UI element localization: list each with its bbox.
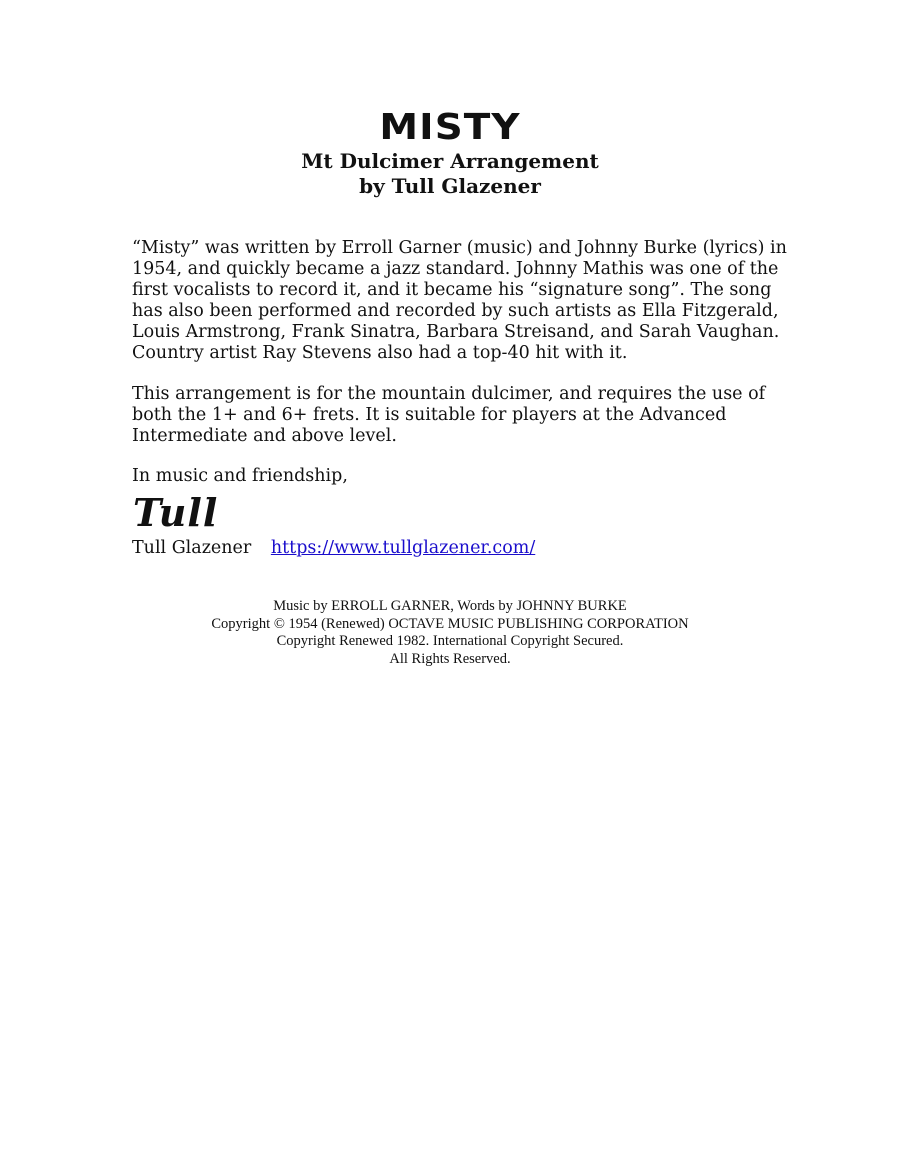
credits-line: Music by ERROLL GARNER, Words by JOHNNY BURKE — [273, 598, 627, 614]
signer-name: Tull Glazener — [132, 538, 252, 558]
intro-paragraph — [132, 238, 787, 364]
signer-row — [132, 537, 535, 559]
subtitle-arrangement: Mt Dulcimer Arrangement — [301, 149, 599, 173]
arrangement-line: Intermediate and above level. — [132, 426, 397, 446]
arrangement-paragraph — [132, 384, 782, 447]
intro-line: Country artist Ray Stevens also had a top-40 hit with it. — [132, 343, 628, 363]
credits-line: All Rights Reserved. — [389, 650, 511, 667]
copyright-credits — [0, 598, 900, 668]
arrangement-line: This arrangement is for the mountain dulcimer, and requires the use of — [132, 384, 766, 404]
website-link[interactable]: https://www.tullglazener.com/ — [270, 538, 536, 558]
arrangement-line: both the 1+ and 6+ frets. It is suitable for players at the Advanced — [132, 405, 727, 425]
page-title: MISTY — [379, 107, 521, 148]
signature: Tull — [133, 490, 219, 535]
intro-line: first vocalists to record it, and it became his “signature song”. The song — [132, 280, 772, 300]
intro-line: “Misty” was written by Erroll Garner (music) and Johnny Burke (lyrics) in — [132, 238, 787, 258]
credits-line: Copyright Renewed 1982. International Copyright Secured. — [276, 633, 624, 649]
intro-line: has also been performed and recorded by such artists as Ella Fitzgerald, — [132, 301, 779, 321]
credits-line: Copyright © 1954 (Renewed) OCTAVE MUSIC PUBLISHING CORPORATION — [211, 615, 689, 632]
closing-line: In music and friendship, — [132, 466, 348, 486]
intro-line: 1954, and quickly became a jazz standard. Johnny Mathis was one of the — [132, 259, 779, 279]
intro-line: Louis Armstrong, Frank Sinatra, Barbara Streisand, and Sarah Vaughan. — [132, 322, 780, 342]
subtitle-author: by Tull Glazener — [359, 174, 541, 198]
